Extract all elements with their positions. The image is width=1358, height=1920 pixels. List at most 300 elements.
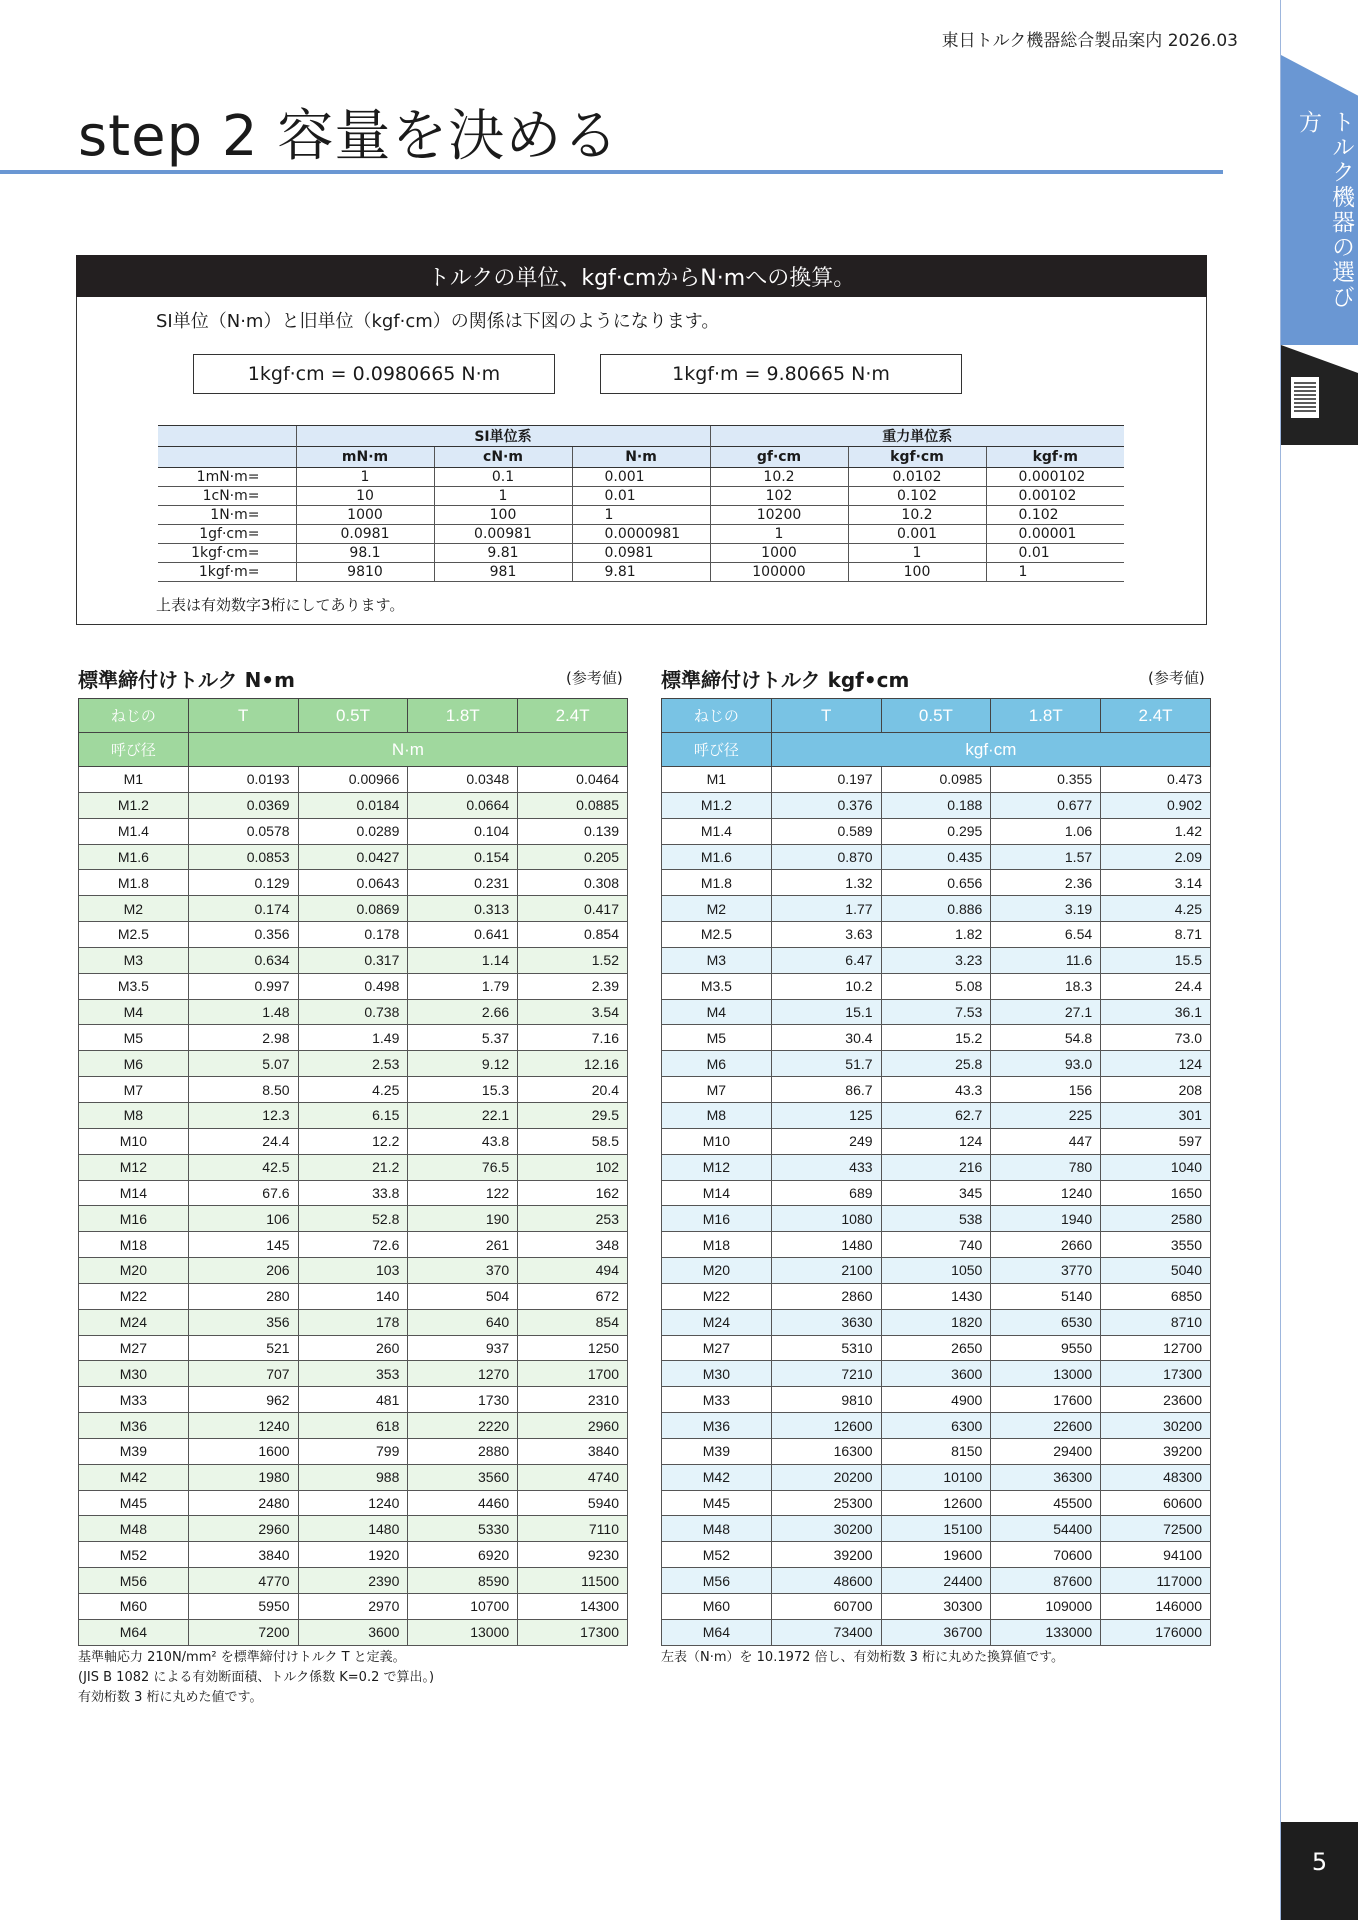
torque-value-cell: 14300 [518, 1594, 628, 1620]
torque-value-cell: 0.0184 [298, 792, 408, 818]
torque-value-cell: 3.63 [771, 922, 881, 948]
torque-value-cell: 0.641 [408, 922, 518, 948]
torque-value-cell: 13000 [991, 1361, 1101, 1387]
torque-value-cell: 225 [991, 1102, 1101, 1128]
col-header: 1.8T [991, 699, 1101, 733]
thread-size-cell: M39 [662, 1438, 772, 1464]
table-row [79, 896, 628, 922]
table-row [662, 818, 1211, 844]
table-row [79, 973, 628, 999]
torque-value-cell: 7.16 [518, 1025, 628, 1051]
torque-value-cell: 494 [518, 1258, 628, 1284]
table-row [158, 468, 1124, 487]
table-row [662, 1335, 1211, 1361]
size-header: 呼び径 [662, 733, 772, 767]
torque-value-cell: 0.0664 [408, 792, 518, 818]
torque-value-cell: 0.313 [408, 896, 518, 922]
torque-value-cell: 1.42 [1101, 818, 1211, 844]
torque-value-cell: 2580 [1101, 1206, 1211, 1232]
thread-size-cell: M27 [79, 1335, 189, 1361]
torque-value-cell: 345 [881, 1180, 991, 1206]
torque-value-cell: 60700 [771, 1594, 881, 1620]
torque-value-cell: 140 [298, 1283, 408, 1309]
thread-size-cell: M18 [662, 1232, 772, 1258]
torque-value-cell: 12.2 [298, 1128, 408, 1154]
thread-size-cell: M22 [662, 1283, 772, 1309]
thread-size-cell: M20 [79, 1258, 189, 1284]
torque-value-cell: 0.356 [188, 922, 298, 948]
torque-nm-table [78, 698, 628, 1646]
torque-value-cell: 780 [991, 1154, 1101, 1180]
torque-value-cell: 103 [298, 1258, 408, 1284]
table-row [158, 563, 1124, 582]
torque-value-cell: 58.5 [518, 1128, 628, 1154]
torque-value-cell: 8.50 [188, 1077, 298, 1103]
table-row [662, 1258, 1211, 1284]
torque-value-cell: 2.09 [1101, 844, 1211, 870]
torque-value-cell: 17300 [518, 1619, 628, 1645]
torque-value-cell: 4.25 [298, 1077, 408, 1103]
torque-value-cell: 2.66 [408, 999, 518, 1025]
torque-value-cell: 13000 [408, 1619, 518, 1645]
torque-value-cell: 3550 [1101, 1232, 1211, 1258]
torque-value-cell: 6.54 [991, 922, 1101, 948]
torque-value-cell: 6300 [881, 1413, 991, 1439]
cell: 10.2 [710, 468, 848, 487]
col-header: 2.4T [518, 699, 628, 733]
cell: 0.0981 [572, 544, 710, 563]
torque-value-cell: 6850 [1101, 1283, 1211, 1309]
torque-value-cell: 8590 [408, 1568, 518, 1594]
table-row [662, 1232, 1211, 1258]
torque-value-cell: 1270 [408, 1361, 518, 1387]
torque-value-cell: 988 [298, 1464, 408, 1490]
torque-value-cell: 2650 [881, 1335, 991, 1361]
cell: 0.001 [848, 525, 986, 544]
thread-size-cell: M24 [79, 1309, 189, 1335]
thread-size-cell: M24 [662, 1309, 772, 1335]
torque-value-cell: 3840 [188, 1542, 298, 1568]
torque-value-cell: 689 [771, 1180, 881, 1206]
torque-value-cell: 3.19 [991, 896, 1101, 922]
torque-value-cell: 0.0464 [518, 767, 628, 793]
torque-value-cell: 538 [881, 1206, 991, 1232]
thread-size-cell: M30 [79, 1361, 189, 1387]
cell: 0.102 [986, 506, 1124, 525]
torque-value-cell: 122 [408, 1180, 518, 1206]
cell: 0.1 [434, 468, 572, 487]
torque-value-cell: 672 [518, 1283, 628, 1309]
torque-value-cell: 52.8 [298, 1206, 408, 1232]
torque-value-cell: 22.1 [408, 1102, 518, 1128]
table-row [79, 818, 628, 844]
torque-value-cell: 0.886 [881, 896, 991, 922]
torque-value-cell: 1700 [518, 1361, 628, 1387]
cell: 0.00102 [986, 487, 1124, 506]
torque-value-cell: 5140 [991, 1283, 1101, 1309]
thread-size-cell: M42 [79, 1464, 189, 1490]
table-row [662, 1516, 1211, 1542]
torque-value-cell: 3770 [991, 1258, 1101, 1284]
torque-value-cell: 5950 [188, 1594, 298, 1620]
torque-value-cell: 8.71 [1101, 922, 1211, 948]
table-row [662, 1568, 1211, 1594]
torque-value-cell: 3.54 [518, 999, 628, 1025]
thread-size-cell: M56 [662, 1568, 772, 1594]
thread-size-cell: M45 [79, 1490, 189, 1516]
cell: 100 [434, 506, 572, 525]
conversion-note: 上表は有効数字3桁にしてあります。 [156, 596, 405, 614]
col-header: 0.5T [298, 699, 408, 733]
sidebar-label: トルク機器の選び方 [1295, 110, 1354, 310]
col-header: T [188, 699, 298, 733]
torque-value-cell: 1240 [188, 1413, 298, 1439]
torque-value-cell: 3.14 [1101, 870, 1211, 896]
thread-size-cell: M33 [662, 1387, 772, 1413]
table-row [662, 1102, 1211, 1128]
torque-value-cell: 1480 [298, 1516, 408, 1542]
torque-value-cell: 25300 [771, 1490, 881, 1516]
torque-value-cell: 178 [298, 1309, 408, 1335]
table-row [158, 506, 1124, 525]
torque-value-cell: 0.0369 [188, 792, 298, 818]
thread-size-cell: M36 [79, 1413, 189, 1439]
unit-header: N·m [188, 733, 627, 767]
torque-value-cell: 102 [518, 1154, 628, 1180]
torque-value-cell: 11.6 [991, 947, 1101, 973]
torque-value-cell: 15.3 [408, 1077, 518, 1103]
table-row [79, 1387, 628, 1413]
torque-value-cell: 1920 [298, 1542, 408, 1568]
torque-value-cell: 9.12 [408, 1051, 518, 1077]
table-row [158, 544, 1124, 563]
thread-size-cell: M36 [662, 1413, 772, 1439]
table-row [662, 922, 1211, 948]
table-row [79, 844, 628, 870]
torque-value-cell: 1.49 [298, 1025, 408, 1051]
cell: 1 [710, 525, 848, 544]
torque-value-cell: 86.7 [771, 1077, 881, 1103]
cell: 100 [848, 563, 986, 582]
torque-value-cell: 0.188 [881, 792, 991, 818]
thread-size-cell: M2.5 [662, 922, 772, 948]
torque-value-cell: 43.3 [881, 1077, 991, 1103]
cell: 1 [986, 563, 1124, 582]
table-row [79, 1594, 628, 1620]
torque-value-cell: 20200 [771, 1464, 881, 1490]
book-icon [1290, 375, 1320, 420]
torque-value-cell: 0.154 [408, 844, 518, 870]
torque-value-cell: 1480 [771, 1232, 881, 1258]
torque-value-cell: 261 [408, 1232, 518, 1258]
thread-size-cell: M3.5 [662, 973, 772, 999]
torque-value-cell: 1.06 [991, 818, 1101, 844]
size-header: ねじの [662, 699, 772, 733]
thread-size-cell: M6 [79, 1051, 189, 1077]
torque-value-cell: 2220 [408, 1413, 518, 1439]
torque-value-cell: 16300 [771, 1438, 881, 1464]
table-row [79, 1619, 628, 1645]
torque-value-cell: 0.0348 [408, 767, 518, 793]
torque-value-cell: 8710 [1101, 1309, 1211, 1335]
unit-col-header: kgf·m [986, 447, 1124, 468]
col-header: 2.4T [1101, 699, 1211, 733]
torque-value-cell: 70600 [991, 1542, 1101, 1568]
cell: 0.00001 [986, 525, 1124, 544]
torque-value-cell: 3600 [298, 1619, 408, 1645]
torque-value-cell: 1.82 [881, 922, 991, 948]
thread-size-cell: M20 [662, 1258, 772, 1284]
table-row [79, 1542, 628, 1568]
torque-value-cell: 253 [518, 1206, 628, 1232]
gravity-group-header: 重力単位系 [710, 426, 1124, 447]
table-row [79, 1335, 628, 1361]
conversion-heading: トルクの単位、kgf·cmからN·mへの換算。 [76, 255, 1207, 297]
thread-size-cell: M10 [662, 1128, 772, 1154]
torque-value-cell: 7110 [518, 1516, 628, 1542]
torque-value-cell: 22600 [991, 1413, 1101, 1439]
table-row [662, 1154, 1211, 1180]
torque-value-cell: 25.8 [881, 1051, 991, 1077]
table-row [79, 1051, 628, 1077]
torque-value-cell: 4460 [408, 1490, 518, 1516]
table-row [662, 1206, 1211, 1232]
torque-value-cell: 0.435 [881, 844, 991, 870]
torque-value-cell: 707 [188, 1361, 298, 1387]
torque-value-cell: 30200 [771, 1516, 881, 1542]
table-row [662, 1619, 1211, 1645]
row-label: 1N·m= [158, 506, 296, 525]
cell: 1000 [296, 506, 434, 525]
table-row [79, 1516, 628, 1542]
cell: 102 [710, 487, 848, 506]
torque-value-cell: 30200 [1101, 1413, 1211, 1439]
torque-value-cell: 9810 [771, 1387, 881, 1413]
torque-value-cell: 1240 [298, 1490, 408, 1516]
unit-col-header: mN·m [296, 447, 434, 468]
torque-value-cell: 29400 [991, 1438, 1101, 1464]
cell: 0.01 [572, 487, 710, 506]
thread-size-cell: M1 [79, 767, 189, 793]
torque-value-cell: 0.355 [991, 767, 1101, 793]
thread-size-cell: M48 [79, 1516, 189, 1542]
cell: 0.0981 [296, 525, 434, 544]
torque-value-cell: 33.8 [298, 1180, 408, 1206]
torque-value-cell: 12600 [771, 1413, 881, 1439]
corner-cell [158, 426, 296, 447]
torque-value-cell: 0.0885 [518, 792, 628, 818]
cell: 981 [434, 563, 572, 582]
torque-value-cell: 597 [1101, 1128, 1211, 1154]
corner-cell [158, 447, 296, 468]
torque-value-cell: 0.376 [771, 792, 881, 818]
conversion-intro: SI単位（N·m）と旧単位（kgf·cm）の関係は下図のようになります。 [156, 311, 720, 332]
torque-value-cell: 447 [991, 1128, 1101, 1154]
torque-value-cell: 20.4 [518, 1077, 628, 1103]
torque-value-cell: 640 [408, 1309, 518, 1335]
thread-size-cell: M3.5 [79, 973, 189, 999]
thread-size-cell: M33 [79, 1387, 189, 1413]
torque-value-cell: 854 [518, 1309, 628, 1335]
torque-value-cell: 6.15 [298, 1102, 408, 1128]
thread-size-cell: M30 [662, 1361, 772, 1387]
torque-value-cell: 2310 [518, 1387, 628, 1413]
table-row [662, 1464, 1211, 1490]
torque-value-cell: 18.3 [991, 973, 1101, 999]
torque-value-cell: 521 [188, 1335, 298, 1361]
torque-value-cell: 17300 [1101, 1361, 1211, 1387]
torque-nm-footnotes [78, 1648, 434, 1708]
torque-value-cell: 54.8 [991, 1025, 1101, 1051]
torque-value-cell: 2.98 [188, 1025, 298, 1051]
thread-size-cell: M12 [79, 1154, 189, 1180]
torque-value-cell: 0.854 [518, 922, 628, 948]
thread-size-cell: M1.4 [79, 818, 189, 844]
torque-value-cell: 51.7 [771, 1051, 881, 1077]
table-row [662, 1594, 1211, 1620]
table-row [662, 1128, 1211, 1154]
torque-value-cell: 106 [188, 1206, 298, 1232]
cell: 0.000102 [986, 468, 1124, 487]
torque-value-cell: 370 [408, 1258, 518, 1284]
torque-value-cell: 0.308 [518, 870, 628, 896]
torque-value-cell: 356 [188, 1309, 298, 1335]
torque-value-cell: 30.4 [771, 1025, 881, 1051]
torque-value-cell: 1430 [881, 1283, 991, 1309]
torque-value-cell: 12.16 [518, 1051, 628, 1077]
thread-size-cell: M14 [662, 1180, 772, 1206]
catalog-header: 東日トルク機器総合製品案内 2026.03 [941, 31, 1238, 51]
thread-size-cell: M42 [662, 1464, 772, 1490]
thread-size-cell: M1 [662, 767, 772, 793]
table-row [79, 1438, 628, 1464]
torque-value-cell: 27.1 [991, 999, 1101, 1025]
table-row [662, 1051, 1211, 1077]
thread-size-cell: M2.5 [79, 922, 189, 948]
table-row [79, 1568, 628, 1594]
torque-value-cell: 0.197 [771, 767, 881, 793]
torque-value-cell: 72.6 [298, 1232, 408, 1258]
row-label: 1kgf·m= [158, 563, 296, 582]
torque-value-cell: 5.07 [188, 1051, 298, 1077]
cell: 10.2 [848, 506, 986, 525]
torque-value-cell: 3560 [408, 1464, 518, 1490]
torque-value-cell: 94100 [1101, 1542, 1211, 1568]
table-row [662, 1309, 1211, 1335]
table-row [662, 870, 1211, 896]
size-header: 呼び径 [79, 733, 189, 767]
table-row [79, 792, 628, 818]
footnote: 基準軸応力 210N/mm² を標準締付けトルク T と定義。 [78, 1650, 406, 1665]
thread-size-cell: M2 [79, 896, 189, 922]
torque-value-cell: 8150 [881, 1438, 991, 1464]
torque-value-cell: 7.53 [881, 999, 991, 1025]
title-rule [0, 170, 1223, 174]
table-row [662, 792, 1211, 818]
torque-value-cell: 15.1 [771, 999, 881, 1025]
torque-value-cell: 146000 [1101, 1594, 1211, 1620]
thread-size-cell: M16 [79, 1206, 189, 1232]
thread-size-cell: M3 [79, 947, 189, 973]
torque-value-cell: 206 [188, 1258, 298, 1284]
table-row [79, 870, 628, 896]
torque-value-cell: 0.997 [188, 973, 298, 999]
thread-size-cell: M1.8 [79, 870, 189, 896]
torque-value-cell: 15.2 [881, 1025, 991, 1051]
unit-conversion-table [158, 425, 1124, 582]
table-row [662, 1542, 1211, 1568]
torque-value-cell: 0.417 [518, 896, 628, 922]
thread-size-cell: M4 [79, 999, 189, 1025]
torque-value-cell: 0.00966 [298, 767, 408, 793]
cell: 0.102 [848, 487, 986, 506]
thread-size-cell: M39 [79, 1438, 189, 1464]
torque-value-cell: 3630 [771, 1309, 881, 1335]
torque-value-cell: 5.37 [408, 1025, 518, 1051]
torque-value-cell: 24.4 [188, 1128, 298, 1154]
torque-value-cell: 0.738 [298, 999, 408, 1025]
torque-value-cell: 937 [408, 1335, 518, 1361]
torque-value-cell: 109000 [991, 1594, 1101, 1620]
table-row [662, 1077, 1211, 1103]
table-row [662, 1361, 1211, 1387]
torque-value-cell: 5310 [771, 1335, 881, 1361]
table-row [662, 1438, 1211, 1464]
torque-value-cell: 1.77 [771, 896, 881, 922]
thread-size-cell: M45 [662, 1490, 772, 1516]
cell: 100000 [710, 563, 848, 582]
torque-value-cell: 30300 [881, 1594, 991, 1620]
size-header: ねじの [79, 699, 189, 733]
torque-value-cell: 39200 [771, 1542, 881, 1568]
table-row [79, 1154, 628, 1180]
cell: 0.001 [572, 468, 710, 487]
footnote: (JIS B 1082 による有効断面積、トルク係数 K=0.2 で算出。) [78, 1670, 435, 1685]
torque-value-cell: 504 [408, 1283, 518, 1309]
thread-size-cell: M60 [662, 1594, 772, 1620]
torque-value-cell: 2660 [991, 1232, 1101, 1258]
torque-value-cell: 19600 [881, 1542, 991, 1568]
table-row [79, 1258, 628, 1284]
thread-size-cell: M1.6 [79, 844, 189, 870]
table-row [79, 1309, 628, 1335]
torque-value-cell: 12600 [881, 1490, 991, 1516]
torque-value-cell: 48600 [771, 1568, 881, 1594]
thread-size-cell: M8 [662, 1102, 772, 1128]
torque-value-cell: 2970 [298, 1594, 408, 1620]
table-row [79, 1490, 628, 1516]
torque-value-cell: 0.0853 [188, 844, 298, 870]
cell: 0.0000981 [572, 525, 710, 544]
torque-value-cell: 21.2 [298, 1154, 408, 1180]
torque-value-cell: 280 [188, 1283, 298, 1309]
torque-value-cell: 5330 [408, 1516, 518, 1542]
thread-size-cell: M1.6 [662, 844, 772, 870]
torque-value-cell: 45500 [991, 1490, 1101, 1516]
torque-value-cell: 1.14 [408, 947, 518, 973]
table-row [158, 525, 1124, 544]
torque-value-cell: 1650 [1101, 1180, 1211, 1206]
torque-value-cell: 1.79 [408, 973, 518, 999]
torque-value-cell: 176000 [1101, 1619, 1211, 1645]
torque-value-cell: 0.0289 [298, 818, 408, 844]
torque-value-cell: 87600 [991, 1568, 1101, 1594]
torque-value-cell: 43.8 [408, 1128, 518, 1154]
table-row [158, 487, 1124, 506]
torque-value-cell: 156 [991, 1077, 1101, 1103]
table-row [662, 1413, 1211, 1439]
torque-value-cell: 2100 [771, 1258, 881, 1284]
